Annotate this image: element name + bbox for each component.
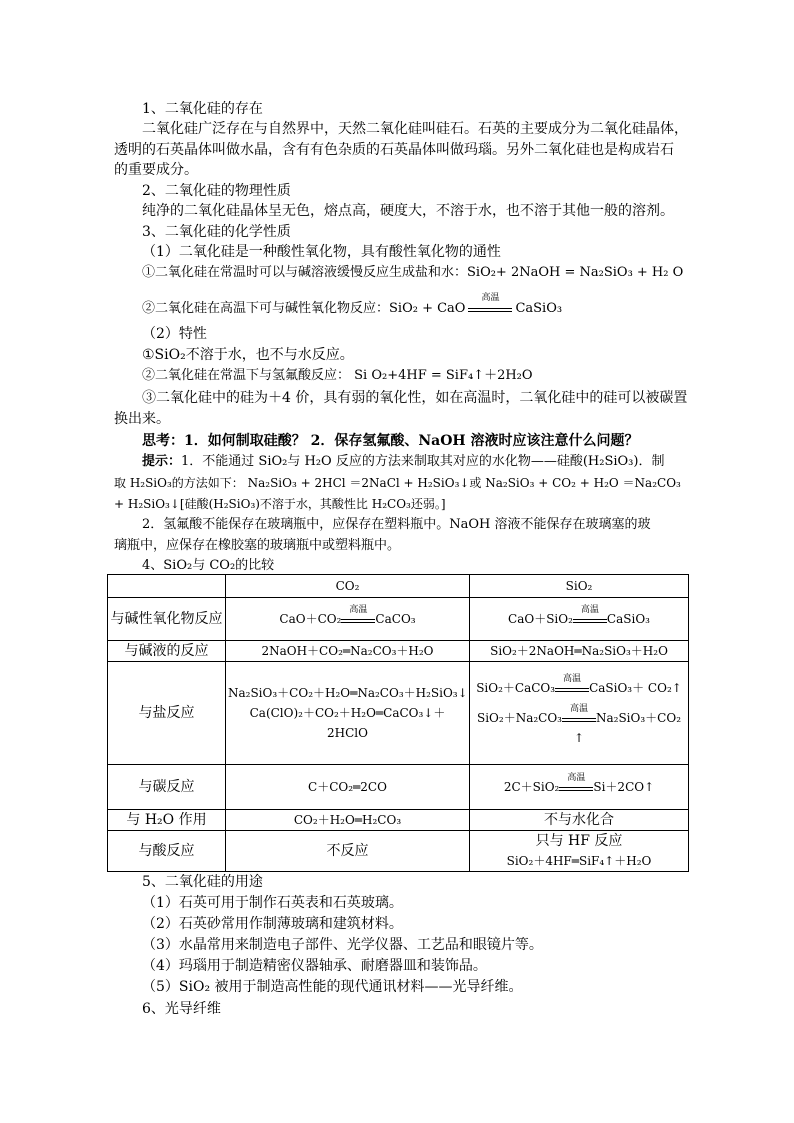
- section-1-paragraph-line: 二氧化硅广泛存在与自然界中，天然二氧化硅叫硅石。石英的主要成分为二氧化硅晶体，: [142, 121, 688, 137]
- formula-line: Ca(ClO)₂＋CO₂＋H₂O═CaCO₃↓＋: [249, 706, 446, 720]
- high-temp-equals-sign: [468, 292, 512, 316]
- formula-text: SiO₂＋Na₂CO₃: [476, 711, 562, 725]
- formula-text: Si＋2CO↑: [593, 780, 655, 794]
- table-row: [108, 765, 689, 810]
- table-cell: SiO₂＋2NaOH═Na₂SiO₃＋H₂O: [470, 641, 689, 662]
- think-question: 思考：1．如何制取硅酸？ 2．保存氢氟酸、NaOH 溶液时应该注意什么问题？: [142, 433, 639, 449]
- table-cell: C＋CO₂═2CO: [226, 765, 470, 810]
- use-item: （3）水晶常用来制造电子部件、光学仪器、工艺品和眼镜片等。: [142, 937, 543, 953]
- formula-text: CaSiO₃＋ CO₂↑: [589, 681, 682, 695]
- formula-line: 2HClO: [327, 726, 368, 740]
- condition-label: 高温: [567, 772, 586, 783]
- hint-line: 璃瓶中，应保存在橡胶塞的玻璃瓶中或塑料瓶中。: [114, 538, 401, 553]
- formula-line: SiO₂＋4HF═SiF₄↑＋H₂O: [506, 854, 652, 868]
- reaction-line: ①二氧化硅在常温时可以与碱溶液缓慢反应生成盐和水：SiO₂+ 2NaOH = Na₂SiO₃ + H₂ O: [142, 265, 684, 280]
- table-row: [108, 598, 689, 641]
- condition-label: 高温: [481, 292, 500, 303]
- hint-label: 提示：: [142, 454, 182, 469]
- section-2-paragraph: 纯净的二氧化硅晶体呈无色，熔点高，硬度大，不溶于水，也不溶于其他一般的溶剂。: [142, 203, 674, 219]
- hint-line: + H₂SiO₃↓[硅酸(H₂SiO₃)不溶于水，其酸性比 H₂CO₃还弱。]: [114, 497, 446, 511]
- table-cell: 2NaOH＋CO₂═Na₂CO₃＋H₂O: [226, 641, 470, 662]
- high-temp-equals-sign: [573, 604, 607, 627]
- high-temp-equals-sign: [559, 772, 593, 795]
- section-3-heading: 3、二氧化硅的化学性质: [142, 224, 291, 240]
- high-temp-equals-sign: [341, 604, 375, 627]
- section-3-subheading: （2）特性: [142, 326, 207, 342]
- property-line: ①SiO₂不溶于水，也不与水反应。: [142, 347, 354, 363]
- high-temp-equals-sign: [555, 673, 589, 696]
- hint-text: 1．不能通过 SiO₂与 H₂O 反应的方法来制取其对应的水化物——硅酸(H₂SiO₃)．制: [181, 454, 665, 469]
- row-label: 与碱性氧化物反应: [108, 598, 226, 641]
- section-4-heading: 4、SiO₂与 CO₂的比较: [142, 558, 275, 573]
- formula-line: [472, 703, 686, 728]
- table-cell: CO₂＋H₂O═H₂CO₃: [226, 810, 470, 831]
- condition-label: 高温: [563, 673, 582, 684]
- table-row: [108, 831, 689, 872]
- formula-line: [472, 673, 686, 698]
- table-cell: [226, 662, 470, 765]
- reaction-line: [142, 292, 563, 319]
- table-cell: [470, 598, 689, 641]
- row-label: 与盐反应: [108, 662, 226, 765]
- use-item: （4）玛瑙用于制造精密仪器轴承、耐磨器皿和装饰品。: [142, 958, 487, 974]
- table-cell: [470, 765, 689, 810]
- formula-text: CaSiO₃: [606, 612, 650, 626]
- formula-line: 只与 HF 反应: [535, 833, 623, 849]
- table-cell: [226, 598, 470, 641]
- table-header-row: [108, 575, 689, 598]
- formula-text: CaO＋CO₂: [279, 612, 342, 626]
- use-item: （5）SiO₂ 被用于制造高性能的现代通讯材料——光导纤维。: [142, 979, 523, 995]
- row-label: 与碱液的反应: [108, 641, 226, 662]
- reaction-text: ②二氧化硅在高温下可与碱性氧化物反应：SiO₂ + CaO: [142, 301, 466, 316]
- table-row: [108, 662, 689, 765]
- table-cell: [470, 662, 689, 765]
- row-label: 与酸反应: [108, 831, 226, 872]
- use-item: （2）石英砂常用作制薄玻璃和建筑材料。: [142, 916, 403, 932]
- section-5-heading: 5、二氧化硅的用途: [142, 874, 263, 890]
- table-header-cell: CO₂: [226, 575, 470, 598]
- row-label: 与 H₂O 作用: [108, 810, 226, 831]
- property-line: 换出来。: [114, 411, 170, 427]
- formula-text: SiO₂＋CaCO₃: [476, 681, 556, 695]
- condition-label: 高温: [349, 604, 368, 615]
- table-header-cell: SiO₂: [470, 575, 689, 598]
- table-row: [108, 641, 689, 662]
- table-cell: 不与水化合: [470, 810, 689, 831]
- section-6-heading: 6、光导纤维: [142, 1001, 221, 1017]
- condition-label: 高温: [569, 703, 588, 714]
- row-label: 与碳反应: [108, 765, 226, 810]
- section-1-heading: 1、二氧化硅的存在: [142, 101, 263, 117]
- section-1-paragraph-line: 透明的石英晶体叫做水晶，含有有色杂质的石英晶体叫做玛瑙。另外二氧化硅也是构成岩石: [114, 142, 674, 158]
- section-2-heading: 2、二氧化硅的物理性质: [142, 183, 291, 199]
- high-temp-equals-sign: [562, 703, 596, 726]
- section-1-paragraph-line: 的重要成分。: [114, 162, 198, 178]
- hint-line: [142, 452, 664, 472]
- hint-line: 取 H₂SiO₃的方法如下： Na₂SiO₃ + 2HCl ＝2NaCl + H₂SiO₃↓或 Na₂SiO₃ + CO₂ + H₂O ＝Na₂CO₃: [114, 476, 681, 490]
- table-header-cell: [108, 575, 226, 598]
- table-row: [108, 810, 689, 831]
- hint-line: 2．氢氟酸不能保存在玻璃瓶中，应保存在塑料瓶中。NaOH 溶液不能保存在玻璃塞的玻: [142, 517, 651, 532]
- formula-line: ↑: [573, 731, 585, 745]
- formula-text: CaCO₃: [375, 612, 416, 626]
- formula-text: 2C＋SiO₂: [503, 780, 560, 794]
- condition-label: 高温: [580, 604, 599, 615]
- section-3-subheading: （1）二氧化硅是一种酸性氧化物，具有酸性氧化物的通性: [142, 244, 501, 260]
- comparison-table: [107, 574, 689, 872]
- table-cell: 不反应: [226, 831, 470, 872]
- use-item: （1）石英可用于制作石英表和石英玻璃。: [142, 895, 403, 911]
- formula-text: CaO＋SiO₂: [508, 612, 573, 626]
- formula-text: Na₂SiO₃＋CO₂: [596, 711, 682, 725]
- property-line: ②二氧化硅在常温下与氢氟酸反应： Si O₂+4HF = SiF₄↑＋2H₂O: [142, 368, 533, 383]
- table-cell: [470, 831, 689, 872]
- reaction-text: CaSiO₃: [515, 301, 563, 316]
- formula-line: Na₂SiO₃＋CO₂＋H₂O═Na₂CO₃＋H₂SiO₃↓: [228, 686, 468, 700]
- property-line: ③二氧化硅中的硅为＋4 价，具有弱的氧化性，如在高温时，二氧化硅中的硅可以被碳置: [142, 390, 688, 406]
